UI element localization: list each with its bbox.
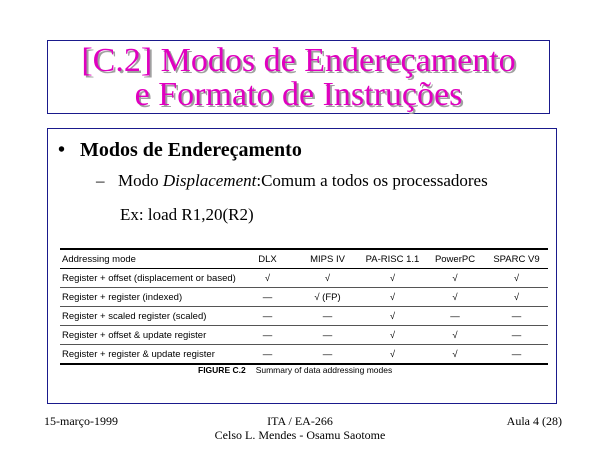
sub-bullet-suffix: :Comum a todos os processadores — [256, 171, 488, 190]
table-cell: √ (FP) — [295, 288, 360, 307]
table-row — [60, 307, 548, 326]
table-cell: Register + offset & update register — [60, 326, 240, 345]
table-cell: √ — [485, 269, 548, 288]
footer-course: ITA / EA-266 — [267, 414, 333, 428]
table-cell: Register + scaled register (scaled) — [60, 307, 240, 326]
sub-bullet-item — [96, 171, 488, 191]
table-row — [60, 326, 548, 345]
bullet-text: Modos de Endereçamento — [80, 139, 302, 161]
table-cell: — — [240, 326, 295, 345]
table-header: MIPS IV — [295, 249, 360, 269]
slide-title-line-2: e Formato de Instruções — [134, 76, 463, 113]
table-cell: √ — [360, 345, 425, 365]
table-cell: √ — [425, 345, 485, 365]
figure-caption-text: Summary of data addressing modes — [255, 365, 393, 375]
table-cell: — — [485, 326, 548, 345]
addressing-modes-figure — [60, 248, 548, 375]
table-header-row — [60, 249, 548, 269]
table-cell: Register + offset (displacement or based) — [60, 269, 240, 288]
table-cell: — — [295, 326, 360, 345]
table-cell: √ — [425, 326, 485, 345]
table-cell: Register + register (indexed) — [60, 288, 240, 307]
figure-caption — [198, 365, 392, 375]
figure-caption-label: FIGURE C.2 — [198, 365, 246, 375]
slide-title-box — [47, 40, 550, 114]
sub-bullet-dash: – — [96, 171, 105, 190]
sub-bullet-prefix: Modo — [118, 171, 163, 190]
bullet-item — [58, 139, 302, 162]
table-cell: √ — [295, 269, 360, 288]
table-cell: √ — [360, 288, 425, 307]
table-row — [60, 345, 548, 365]
footer-authors: Celso L. Mendes - Osamu Saotome — [214, 428, 386, 442]
table-cell: — — [295, 307, 360, 326]
table-cell: — — [240, 288, 295, 307]
table-cell: √ — [425, 269, 485, 288]
addressing-modes-table — [60, 248, 548, 365]
example-instruction: Ex: load R1,20(R2) — [120, 205, 254, 224]
table-cell: √ — [240, 269, 295, 288]
footer-date: 15-março-1999 — [44, 414, 118, 428]
slide-content-box — [47, 128, 557, 404]
footer-page-number: Aula 4 (28) — [506, 414, 562, 428]
table-row — [60, 288, 548, 307]
table-cell: √ — [485, 288, 548, 307]
table-cell: — — [240, 345, 295, 365]
table-cell: √ — [360, 326, 425, 345]
table-cell: — — [240, 307, 295, 326]
table-row — [60, 269, 548, 288]
bullet-symbol: • — [58, 139, 66, 161]
table-header: PA-RISC 1.1 — [360, 249, 425, 269]
table-cell: — — [485, 307, 548, 326]
table-cell: — — [295, 345, 360, 365]
table-cell: √ — [425, 288, 485, 307]
table-cell: — — [485, 345, 548, 365]
table-cell: √ — [360, 269, 425, 288]
table-header: SPARC V9 — [485, 249, 548, 269]
slide-title-line-1: [C.2] Modos de Endereçamento — [81, 42, 516, 79]
table-header: DLX — [240, 249, 295, 269]
table-header: Addressing mode — [60, 249, 240, 269]
sub-bullet-italic-term: Displacement — [162, 171, 257, 190]
table-cell: Register + register & update register — [60, 345, 240, 365]
table-cell: — — [425, 307, 485, 326]
table-header: PowerPC — [425, 249, 485, 269]
table-cell: √ — [360, 307, 425, 326]
